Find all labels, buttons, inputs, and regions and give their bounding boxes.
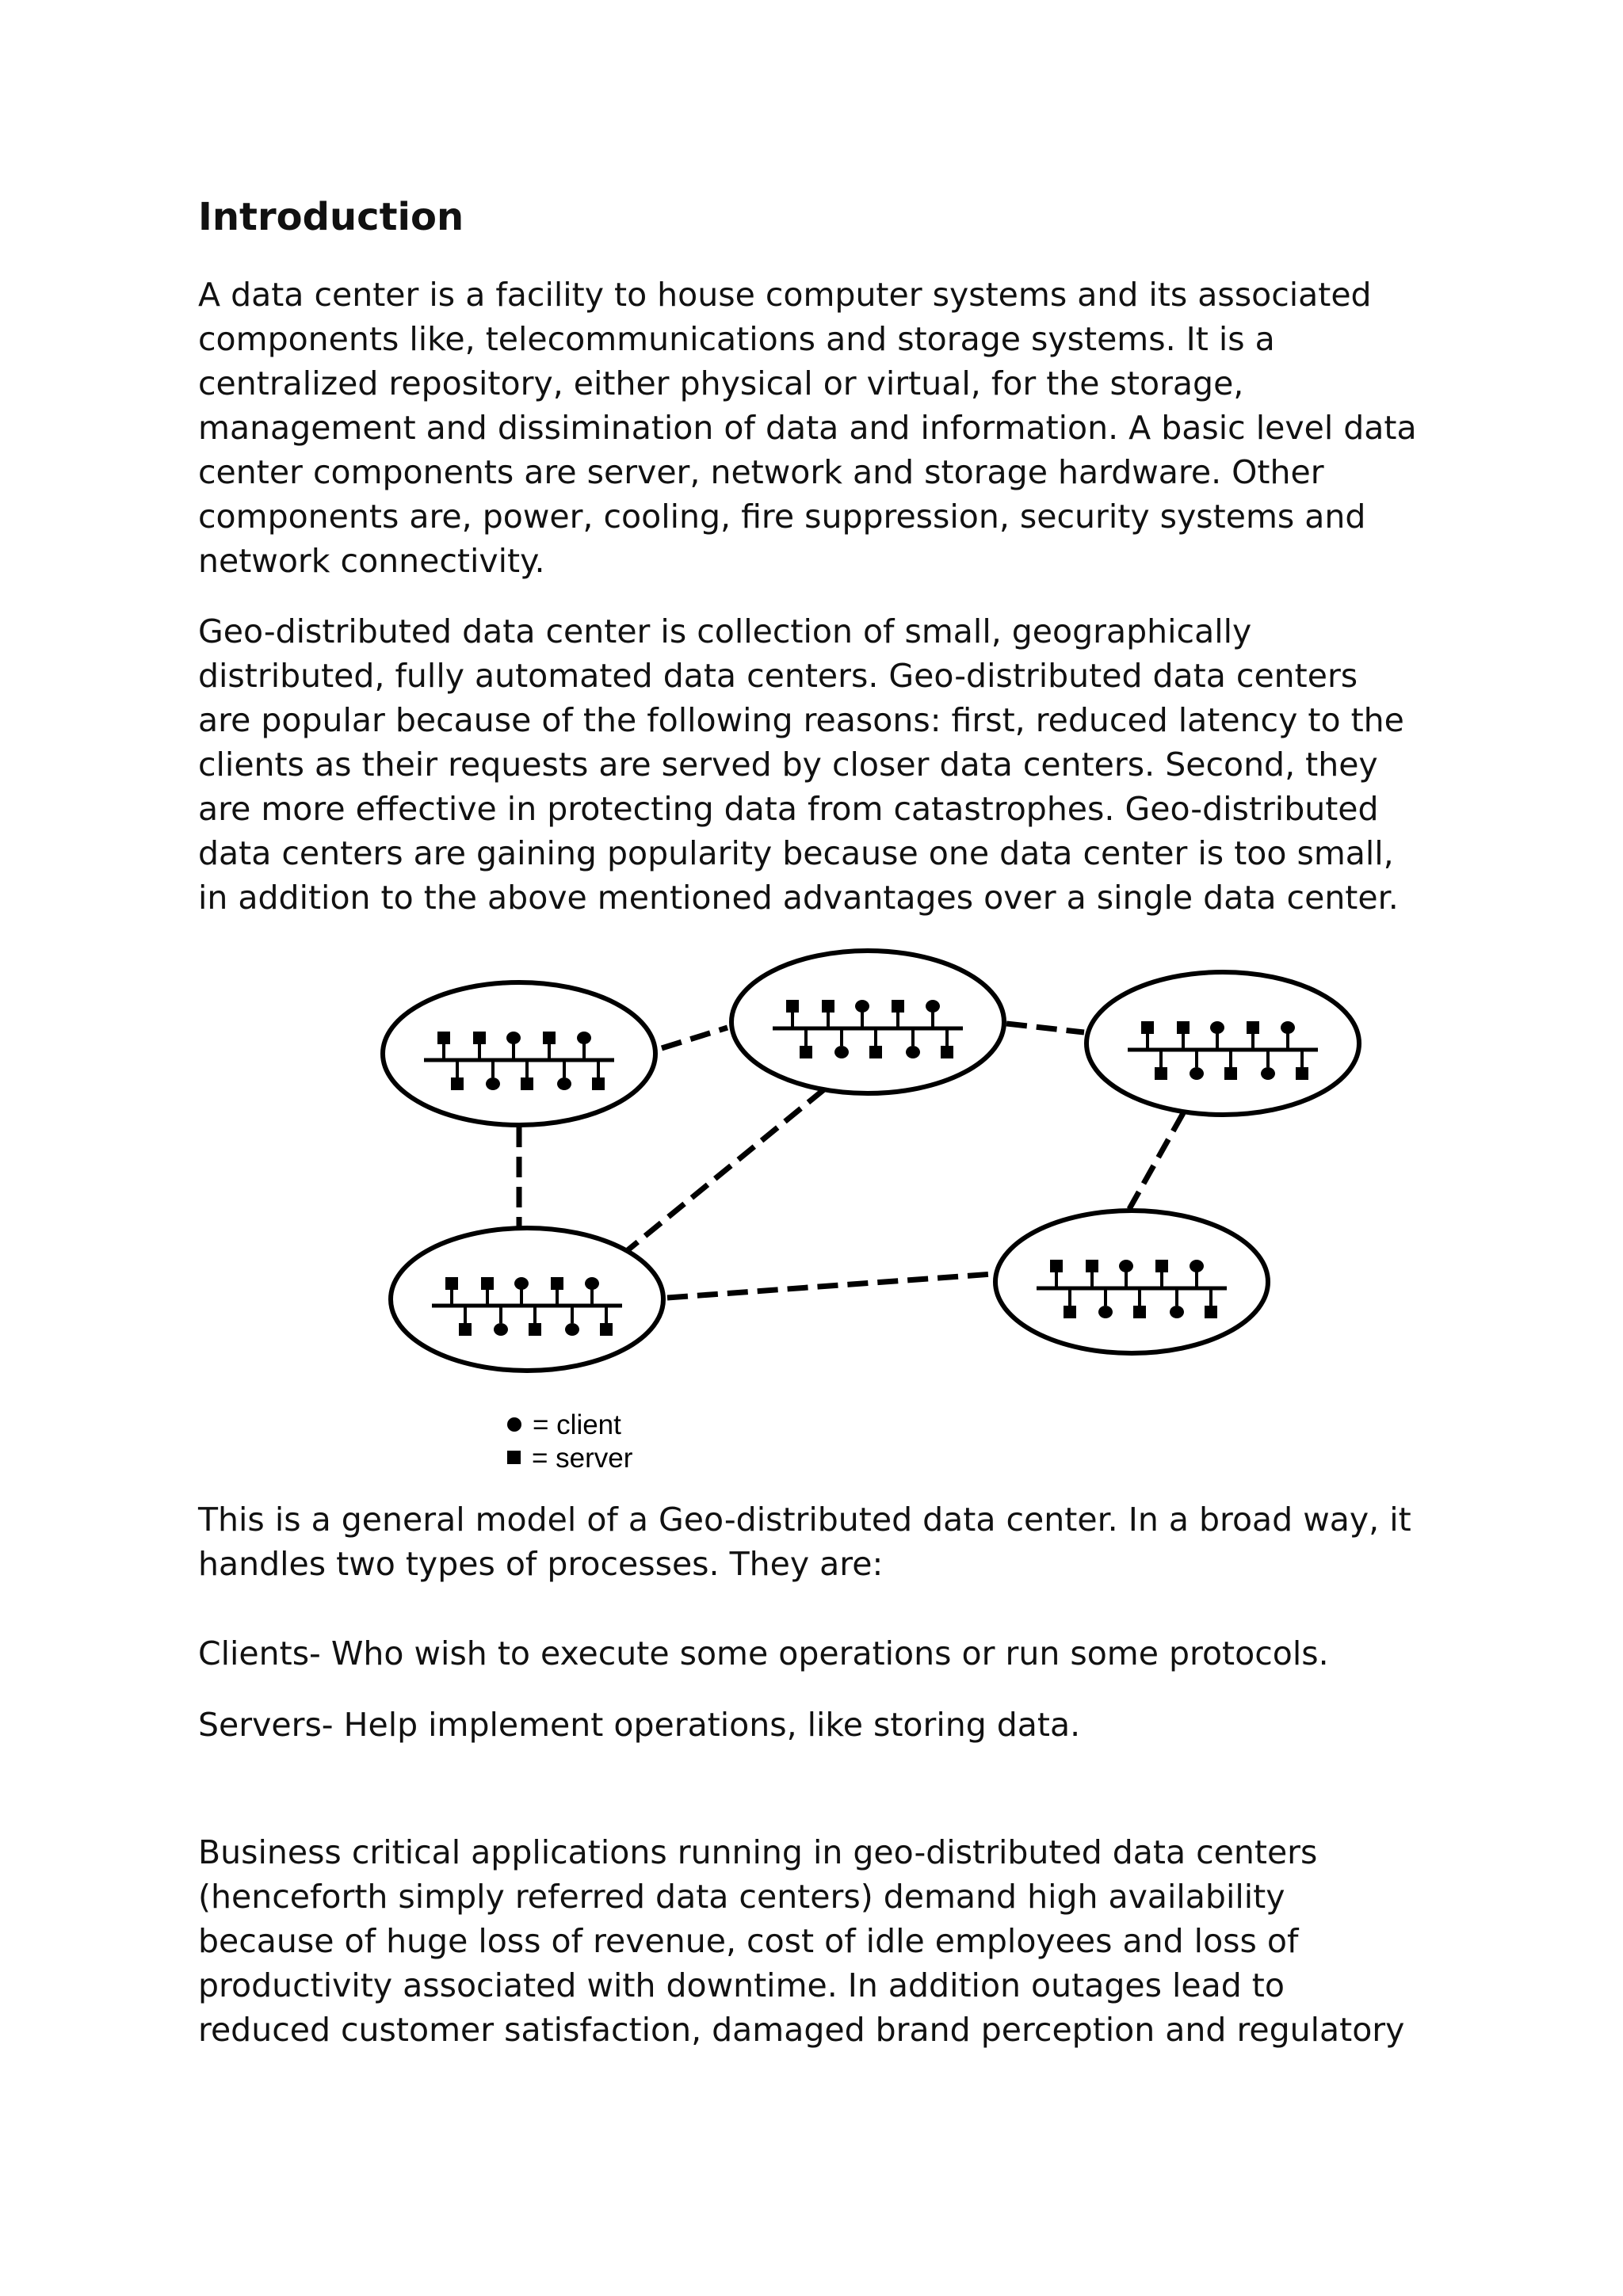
paragraph-line: are popular because of the following reasons: first, reduced latency to the [198,701,1404,739]
client-node [1190,1260,1204,1272]
client-node [557,1077,571,1090]
paragraph-line: handles two types of processes. They are: [198,1545,884,1583]
dc-top-right [1086,972,1359,1115]
paragraph-line: network connectivity. [198,542,545,580]
client-node [1210,1021,1224,1034]
intro-paragraph [198,273,1450,583]
legend-server-label: = server [532,1443,633,1474]
paragraph-line: in addition to the above mentioned advantages over a single data center. [198,879,1399,917]
dc-top-center [731,951,1004,1093]
server-node [445,1277,458,1290]
server-square-icon [507,1451,521,1464]
server-node [822,1000,834,1013]
client-node [926,1000,940,1013]
geo-distributed-data-center-diagram [372,943,1371,1478]
paragraph-line: data centers are gaining popularity because one data center is too small, [198,834,1394,872]
network-link [667,1274,993,1298]
network-link [628,1089,824,1250]
geo-distributed-paragraph [198,609,1450,920]
server-node [1133,1306,1146,1318]
server-node [1247,1021,1259,1034]
server-node [786,1000,799,1013]
paragraph-line: Business critical applications running in geo-distributed data centers [198,1833,1318,1871]
client-node [906,1046,920,1058]
data-center-boundary [383,982,655,1125]
server-node [600,1323,613,1336]
server-node [1155,1260,1168,1272]
client-node [855,1000,869,1013]
server-node [1155,1067,1167,1080]
client-node [486,1077,500,1090]
paragraph-line: This is a general model of a Geo-distributed data center. In a broad way, it [198,1501,1411,1539]
server-node [529,1323,541,1336]
paragraph-line: center components are server, network and storage hardware. Other [198,453,1324,491]
paragraph-line: clients as their requests are served by closer data centers. Second, they [198,746,1378,784]
client-node [506,1032,521,1044]
legend-server [507,1442,632,1475]
business-critical-paragraph [198,1830,1450,2052]
server-node [1064,1306,1076,1318]
paragraph-line: A data center is a facility to house computer systems and its associated [198,276,1372,314]
legend-client-label: = client [533,1409,621,1440]
server-node [481,1277,494,1290]
server-node [1224,1067,1237,1080]
network-diagram [372,943,1371,1478]
client-dot-icon [507,1417,521,1432]
servers-definition-paragraph [198,1703,1450,1747]
clients-definition-paragraph [198,1631,1450,1676]
client-node [577,1032,591,1044]
client-node [1098,1306,1113,1318]
data-center-boundary [391,1228,663,1371]
paragraph-line: centralized repository, either physical or virtual, for the storage, [198,364,1244,402]
client-node [1261,1067,1275,1080]
data-center-boundary [995,1211,1268,1353]
server-node [1086,1260,1098,1272]
client-node [585,1277,599,1290]
paragraph-line: Clients- Who wish to execute some operations or run some protocols. [198,1634,1329,1672]
server-node [1177,1021,1190,1034]
paragraph-line: are more effective in protecting data from catastrophes. Geo-distributed [198,790,1379,828]
data-center-boundary [731,951,1004,1093]
server-node [892,1000,904,1013]
server-node [543,1032,556,1044]
paragraph-line: Servers- Help implement operations, like storing data. [198,1706,1081,1744]
paragraph-line: components are, power, cooling, fire suppression, security systems and [198,498,1366,536]
paragraph-line: productivity associated with downtime. In addition outages lead to [198,1966,1285,2004]
dc-bottom-right [995,1211,1268,1353]
network-link [1006,1024,1084,1032]
legend-client [507,1409,632,1442]
server-node [1296,1067,1308,1080]
server-node [869,1046,882,1058]
network-link [1129,1113,1183,1209]
server-node [1050,1260,1063,1272]
paragraph-line: management and dissimination of data and information. A basic level data [198,409,1417,447]
client-node [514,1277,529,1290]
model-description-paragraph [198,1497,1450,1586]
dc-top-left [383,982,655,1125]
client-node [565,1323,579,1336]
server-node [1141,1021,1154,1034]
nodes-layer [383,951,1359,1371]
server-node [473,1032,486,1044]
server-node [941,1046,953,1058]
server-node [521,1077,533,1090]
paragraph-line: distributed, fully automated data centers. Geo-distributed data centers [198,657,1358,695]
server-node [592,1077,605,1090]
client-node [1281,1021,1295,1034]
data-center-boundary [1086,972,1359,1115]
section-heading: Introduction [198,195,464,239]
paragraph-line: because of huge loss of revenue, cost of idle employees and loss of [198,1922,1299,1960]
paragraph-line: reduced customer satisfaction, damaged brand perception and regulatory [198,2011,1405,2049]
server-node [451,1077,464,1090]
paragraph-line: (henceforth simply referred data centers) demand high availability [198,1878,1285,1916]
client-node [1119,1260,1133,1272]
dc-bottom-left [391,1228,663,1371]
diagram-legend [507,1409,632,1475]
server-node [800,1046,812,1058]
client-node [834,1046,849,1058]
server-node [551,1277,563,1290]
paragraph-line: components like, telecommunications and storage systems. It is a [198,320,1275,358]
server-node [1205,1306,1217,1318]
client-node [1170,1306,1184,1318]
server-node [459,1323,472,1336]
network-link [662,1028,727,1048]
client-node [494,1323,508,1336]
server-node [437,1032,450,1044]
client-node [1190,1067,1204,1080]
paragraph-line: Geo-distributed data center is collection of small, geographically [198,612,1252,650]
